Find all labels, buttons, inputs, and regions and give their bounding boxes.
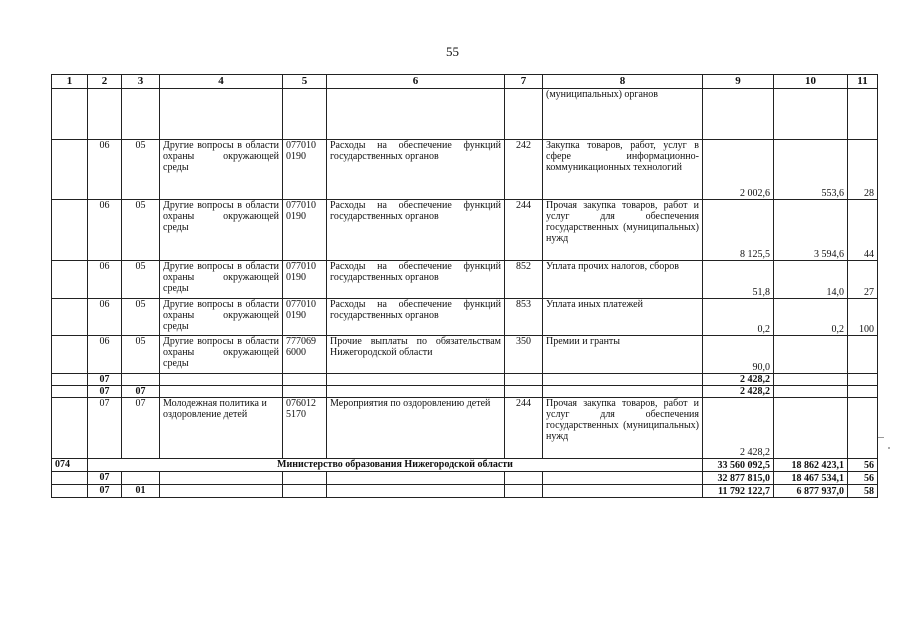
cell-section	[52, 140, 88, 200]
cell-rz: 06	[88, 200, 122, 261]
ministry-name: Министерство образования Нижегородской области	[88, 459, 703, 472]
cell-section	[52, 200, 88, 261]
cell-rz: 07	[88, 485, 122, 498]
cell-fact	[774, 386, 848, 398]
cell-subsection	[160, 89, 283, 140]
cell-vr-name: Прочая закупка товаров, работ и услуг для обеспечения государственных (муниципальных) нужд	[543, 398, 703, 459]
cell-plan: 2 428,2	[703, 374, 774, 386]
cell-rz: 07	[88, 398, 122, 459]
cell-section	[52, 472, 88, 485]
ministry-code: 074	[52, 459, 88, 472]
cell-vr: 852	[505, 261, 543, 299]
cell-target-name	[327, 472, 505, 485]
col-header-11: 11	[848, 75, 878, 89]
cell-fact	[774, 336, 848, 374]
cell-target-name	[327, 374, 505, 386]
cell-fact: 3 594,6	[774, 200, 848, 261]
cell-target	[283, 89, 327, 140]
col-header-3: 3	[122, 75, 160, 89]
cell-plan: 8 125,5	[703, 200, 774, 261]
cell-target	[283, 472, 327, 485]
cell-target: 077010 0190	[283, 261, 327, 299]
cell-percent	[848, 374, 878, 386]
cell-pr	[122, 374, 160, 386]
cell-rz	[88, 89, 122, 140]
cell-vr-name: Уплата иных платежей	[543, 299, 703, 336]
col-header-10: 10	[774, 75, 848, 89]
cell-fact: 0,2	[774, 299, 848, 336]
col-header-4: 4	[160, 75, 283, 89]
cell-percent	[848, 89, 878, 140]
cell-subsection: Другие вопросы в области охраны окружающей среды	[160, 261, 283, 299]
cell-rz: 07	[88, 386, 122, 398]
cell-vr	[505, 374, 543, 386]
col-header-5: 5	[283, 75, 327, 89]
cell-plan: 2 428,2	[703, 398, 774, 459]
budget-table	[51, 74, 878, 498]
table-row	[52, 140, 878, 200]
cell-fact: 14,0	[774, 261, 848, 299]
table-row	[52, 261, 878, 299]
cell-target-name: Расходы на обеспечение функций государственных органов	[327, 200, 505, 261]
cell-rz: 06	[88, 299, 122, 336]
cell-percent: 56	[848, 472, 878, 485]
cell-pr: 05	[122, 200, 160, 261]
scan-speck	[888, 447, 890, 449]
cell-section	[52, 374, 88, 386]
cell-subsection: Молодежная политика и оздоровление детей	[160, 398, 283, 459]
table-row	[52, 336, 878, 374]
total-row	[52, 485, 878, 498]
cell-pr: 05	[122, 140, 160, 200]
cell-vr: 853	[505, 299, 543, 336]
cell-pr	[122, 472, 160, 485]
page-number: 55	[446, 44, 459, 59]
cell-percent: 58	[848, 485, 878, 498]
cell-target: 077010 0190	[283, 200, 327, 261]
total-row	[52, 472, 878, 485]
cell-subsection: Другие вопросы в области охраны окружающей среды	[160, 140, 283, 200]
col-header-7: 7	[505, 75, 543, 89]
cell-plan: 90,0	[703, 336, 774, 374]
cell-vr-name: Прочая закупка товаров, работ и услуг для обеспечения государственных (муниципальных) нужд	[543, 200, 703, 261]
cell-subsection	[160, 374, 283, 386]
cell-pr: 05	[122, 261, 160, 299]
cell-vr: 242	[505, 140, 543, 200]
cell-plan: 32 877 815,0	[703, 472, 774, 485]
cell-section	[52, 261, 88, 299]
scan-mark	[878, 437, 884, 438]
cell-rz: 06	[88, 261, 122, 299]
cell-vr-name: Премии и гранты	[543, 336, 703, 374]
cell-target: 077010 0190	[283, 299, 327, 336]
cell-percent	[848, 398, 878, 459]
cell-target-name: Прочие выплаты по обязательствам Нижегородской области	[327, 336, 505, 374]
table-row	[52, 374, 878, 386]
cell-vr	[505, 472, 543, 485]
cell-vr-name	[543, 485, 703, 498]
cell-plan: 51,8	[703, 261, 774, 299]
cell-vr-name	[543, 374, 703, 386]
cell-fact: 6 877 937,0	[774, 485, 848, 498]
table-row	[52, 299, 878, 336]
col-header-6: 6	[327, 75, 505, 89]
ministry-percent: 56	[848, 459, 878, 472]
table-row	[52, 386, 878, 398]
cell-subsection	[160, 472, 283, 485]
cell-target: 777069 6000	[283, 336, 327, 374]
cell-fact	[774, 374, 848, 386]
cell-subsection	[160, 386, 283, 398]
cell-percent	[848, 386, 878, 398]
cell-pr: 07	[122, 398, 160, 459]
cell-subsection: Другие вопросы в области охраны окружающей среды	[160, 200, 283, 261]
ministry-plan: 33 560 092,5	[703, 459, 774, 472]
cell-percent: 28	[848, 140, 878, 200]
table-row	[52, 398, 878, 459]
cell-plan: 11 792 122,7	[703, 485, 774, 498]
cell-vr: 244	[505, 398, 543, 459]
cell-plan: 0,2	[703, 299, 774, 336]
header-row	[52, 75, 878, 89]
cell-fact	[774, 89, 848, 140]
cell-target-name	[327, 89, 505, 140]
cell-pr: 07	[122, 386, 160, 398]
cell-section	[52, 336, 88, 374]
cell-percent: 27	[848, 261, 878, 299]
cell-target-name: Расходы на обеспечение функций государственных органов	[327, 261, 505, 299]
cell-target	[283, 374, 327, 386]
cell-vr-name	[543, 472, 703, 485]
cell-rz: 07	[88, 472, 122, 485]
ministry-row	[52, 459, 878, 472]
cell-target-name: Расходы на обеспечение функций государственных органов	[327, 140, 505, 200]
cell-rz: 07	[88, 374, 122, 386]
cell-percent: 44	[848, 200, 878, 261]
cell-vr-name: Уплата прочих налогов, сборов	[543, 261, 703, 299]
cell-section	[52, 386, 88, 398]
cell-target-name	[327, 485, 505, 498]
cell-vr-name: Закупка товаров, работ, услуг в сфере информационно-коммуникационных технологий	[543, 140, 703, 200]
cell-pr	[122, 89, 160, 140]
table-row	[52, 89, 878, 140]
cell-rz: 06	[88, 140, 122, 200]
cell-subsection: Другие вопросы в области охраны окружающей среды	[160, 299, 283, 336]
cell-vr	[505, 386, 543, 398]
cell-target-name: Мероприятия по оздоровлению детей	[327, 398, 505, 459]
cell-fact	[774, 398, 848, 459]
cell-subsection: Другие вопросы в области охраны окружающей среды	[160, 336, 283, 374]
cell-section	[52, 89, 88, 140]
col-header-1: 1	[52, 75, 88, 89]
cell-vr: 244	[505, 200, 543, 261]
cell-vr-name	[543, 386, 703, 398]
cell-target-name	[327, 386, 505, 398]
cell-percent: 100	[848, 299, 878, 336]
cell-target-name: Расходы на обеспечение функций государственных органов	[327, 299, 505, 336]
cell-target	[283, 485, 327, 498]
cell-rz: 06	[88, 336, 122, 374]
cell-vr	[505, 485, 543, 498]
cell-pr: 05	[122, 336, 160, 374]
cell-pr: 05	[122, 299, 160, 336]
col-header-2: 2	[88, 75, 122, 89]
cell-target: 076012 5170	[283, 398, 327, 459]
cell-subsection	[160, 485, 283, 498]
cell-target	[283, 386, 327, 398]
cell-section	[52, 485, 88, 498]
cell-section	[52, 398, 88, 459]
cell-vr-name: (муниципальных) органов	[543, 89, 703, 140]
cell-section	[52, 299, 88, 336]
cell-plan: 2 428,2	[703, 386, 774, 398]
cell-vr	[505, 89, 543, 140]
cell-plan: 2 002,6	[703, 140, 774, 200]
col-header-9: 9	[703, 75, 774, 89]
cell-percent	[848, 336, 878, 374]
cell-vr: 350	[505, 336, 543, 374]
cell-plan	[703, 89, 774, 140]
table-row	[52, 200, 878, 261]
cell-fact: 553,6	[774, 140, 848, 200]
col-header-8: 8	[543, 75, 703, 89]
cell-pr: 01	[122, 485, 160, 498]
cell-target: 077010 0190	[283, 140, 327, 200]
ministry-fact: 18 862 423,1	[774, 459, 848, 472]
cell-fact: 18 467 534,1	[774, 472, 848, 485]
